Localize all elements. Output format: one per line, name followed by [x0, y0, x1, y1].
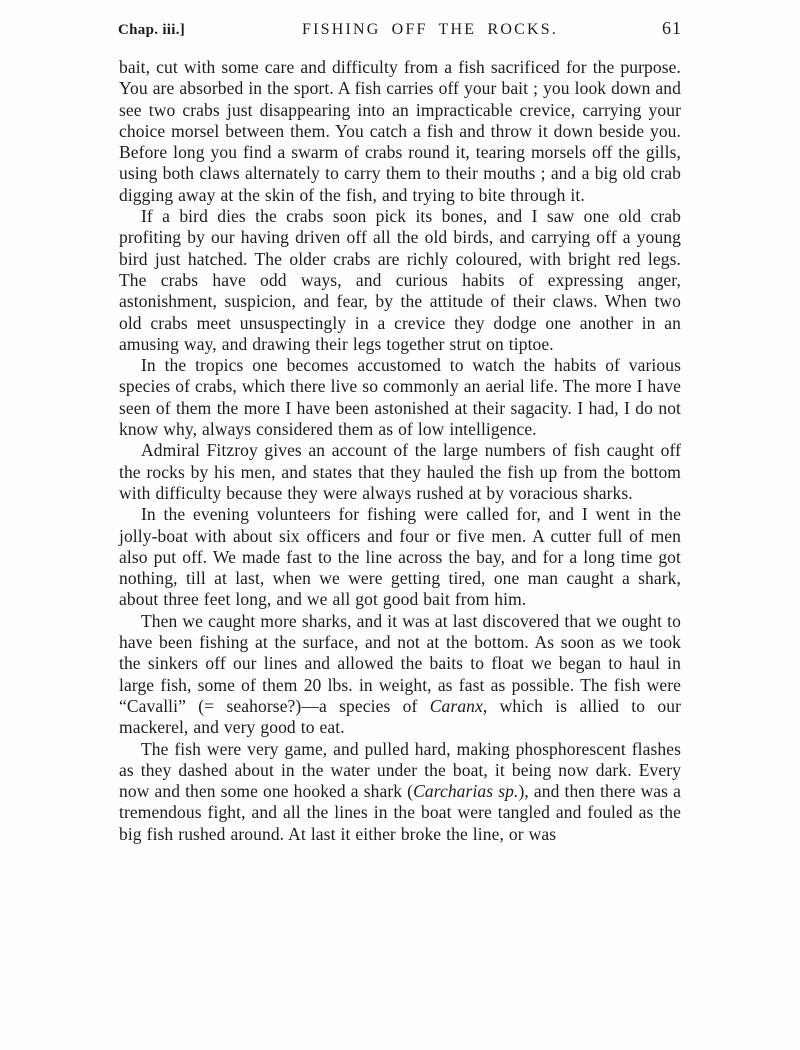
text-segment: In the tropics one becomes accustomed to watch the habits of various species of crabs, which there live so commonly an aerial life. The more I have seen of them the more I have been astonished at their sagacity. I had, I do not know why, always considered them as of low intelligence.: [119, 355, 681, 440]
chapter-label: Chap. iii.]: [118, 22, 186, 38]
paragraph: [119, 504, 681, 610]
running-title: FISHING OFF THE ROCKS.: [301, 21, 559, 38]
text-segment: Then we caught more sharks, and it was at last discovered that we ought to have been fishing at the surface, and not at the bottom. As soon as we took the sinkers off our lines and allowed the baits to float we began to haul in large fish, some of them 20 lbs. in weight, as fast as possible. The fish were “Cavalli” (= seahorse?)—a species of: [119, 610, 681, 716]
text-segment: Admiral Fitzroy gives an account of the large numbers of fish caught off the rocks by his men, and states that they hauled the fish up from the bottom with difficulty because they were always rushed at by voracious sharks.: [119, 440, 681, 503]
paragraph: [119, 57, 681, 206]
text-segment: , which is allied to our mackerel, and very good to eat.: [119, 695, 681, 738]
text-segment: In the evening volunteers for fishing were called for, and I went in the jolly-boat with about six officers and four or five men. A cutter full of men also put off. We made fast to the line across the bay, and for a long time got nothing, till at last, when we were getting tired, one man caught a shark, about three feet long, and we all got good bait from him.: [119, 504, 681, 610]
page-number: 61: [662, 18, 682, 38]
text-segment: The fish were very game, and pulled hard, making phosphorescent flashes as they dashed about in the water under the boat, it being now dark. Every now and then some one hooked a shark (: [119, 738, 681, 802]
text-segment: bait, cut with some care and difficulty from a fish sacrificed for the purpose. You are absorbed in the sport. A fish carries off your bait ; you look down and see two crabs just disappearing into an impracticable crevice, carrying your choice morsel between them. You catch a fish and throw it down beside you. Before long you find a swarm of crabs round it, tearing morsels off the gills, using both claws alternately to carry them to their mouths ; and a big old crab digging away at the skin of the fish, and trying to bite through it.: [119, 57, 681, 205]
paragraph: [119, 611, 681, 739]
page-header: [118, 18, 682, 39]
italic-text: Caranx: [429, 695, 483, 716]
text-segment: If a bird dies the crabs soon pick its bones, and I saw one old crab profiting by our having driven off all the old birds, and carrying off a young bird just hatched. The older crabs are richly coloured, with bright red legs. The crabs have odd ways, and curious habits of expressing anger, astonishment, suspicion, and fear, by the attitude of their claws. When two old crabs meet unsuspectingly in a crevice they dodge one another in an amusing way, and drawing their legs together strut on tiptoe.: [119, 206, 681, 354]
paragraph: [119, 440, 681, 504]
italic-text: Carcharias sp.: [413, 781, 519, 802]
paragraph: [119, 739, 681, 845]
text-segment: ), and then there was a tremendous fight, and all the lines in the boat were tangled and fouled as the big fish rushed around. At last it either broke the line, or was: [119, 781, 681, 844]
paragraph: [119, 206, 681, 355]
paragraph: [119, 355, 681, 440]
page-body: [119, 57, 681, 845]
